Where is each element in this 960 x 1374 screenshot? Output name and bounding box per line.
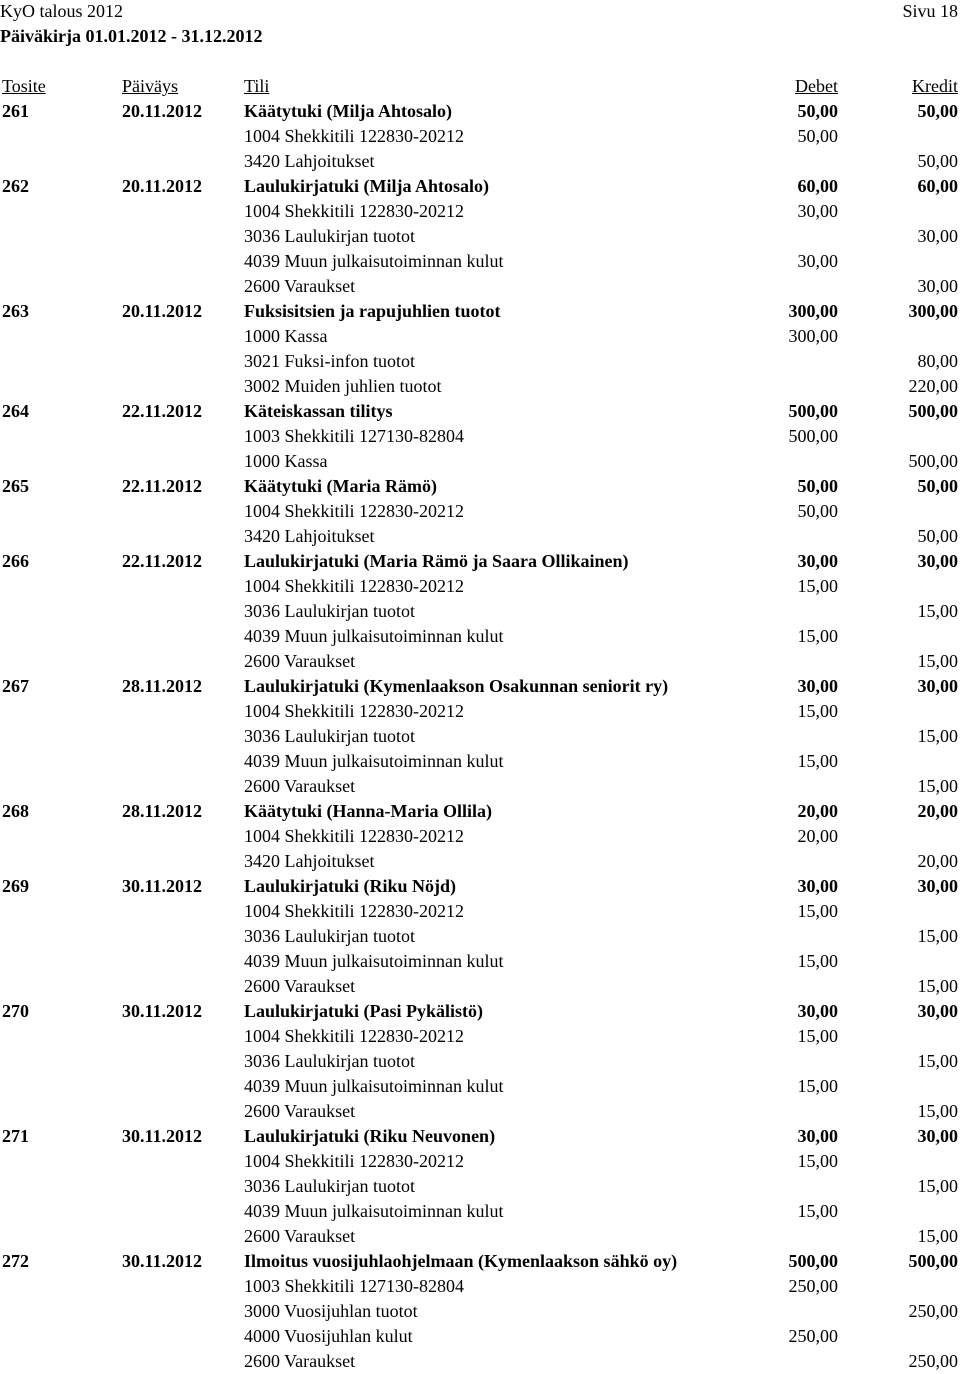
entry-debet-total: 60,00 [797,176,838,196]
account-kredit: 500,00 [908,451,958,471]
journal-entry [0,799,960,874]
entry-description: Laulukirjatuki (Milja Ahtosalo) [244,176,490,196]
entry-description: Käätytuki (Maria Rämö) [244,476,437,496]
entry-kredit-total: 30,00 [917,876,958,896]
account-kredit: 15,00 [917,1176,958,1196]
entry-debet-total: 30,00 [797,876,838,896]
report-header [0,0,960,24]
entry-debet-total: 50,00 [797,101,838,121]
entry-description: Käätytuki (Milja Ahtosalo) [244,101,453,121]
account-line-row [0,524,960,549]
entry-date: 22.11.2012 [122,401,203,421]
account-line-row [0,1349,960,1374]
account-kredit: 15,00 [917,1226,958,1246]
entry-debet-total: 30,00 [797,1001,838,1021]
account-name: 4039 Muun julkaisutoiminnan kulut [244,251,504,271]
account-line-row [0,249,960,274]
account-line-row [0,574,960,599]
account-name: 1003 Shekkitili 127130-82804 [244,1276,464,1296]
account-line-row [0,599,960,624]
journal-entry [0,549,960,674]
entry-date: 30.11.2012 [122,1251,203,1271]
account-kredit: 80,00 [917,351,958,371]
company-title: KyO talous 2012 [0,1,123,21]
entry-kredit-total: 50,00 [917,476,958,496]
account-name: 1000 Kassa [244,326,328,346]
entry-date: 28.11.2012 [122,676,203,696]
entry-date: 22.11.2012 [122,476,203,496]
column-header-paivays: Päiväys [122,76,178,96]
account-line-row [0,949,960,974]
entry-tosite: 261 [2,101,29,121]
column-header-row [0,74,960,99]
journal-entry [0,299,960,399]
account-line-row [0,749,960,774]
account-kredit: 15,00 [917,601,958,621]
entry-kredit-total: 60,00 [917,176,958,196]
account-kredit: 250,00 [908,1351,958,1371]
account-name: 3420 Lahjoitukset [244,526,375,546]
account-name: 3420 Lahjoitukset [244,151,375,171]
account-line-row [0,374,960,399]
account-name: 2600 Varaukset [244,976,356,996]
entry-tosite: 266 [2,551,29,571]
account-debet: 15,00 [797,751,838,771]
account-name: 1004 Shekkitili 122830-20212 [244,501,464,521]
account-name: 1004 Shekkitili 122830-20212 [244,1151,464,1171]
account-name: 3036 Laulukirjan tuotot [244,601,415,621]
entry-debet-total: 30,00 [797,676,838,696]
entry-tosite: 264 [2,401,29,421]
entry-kredit-total: 30,00 [917,676,958,696]
entry-debet-total: 500,00 [788,1251,838,1271]
account-name: 2600 Varaukset [244,1351,356,1371]
entry-debet-total: 30,00 [797,1126,838,1146]
account-debet: 15,00 [797,951,838,971]
account-name: 1004 Shekkitili 122830-20212 [244,201,464,221]
account-line-row [0,649,960,674]
account-line-row [0,149,960,174]
entry-description: Laulukirjatuki (Maria Rämö ja Saara Ollikainen) [244,551,629,571]
entry-description: Laulukirjatuki (Riku Neuvonen) [244,1126,496,1146]
account-debet: 15,00 [797,701,838,721]
account-debet: 15,00 [797,1201,838,1221]
account-line-row [0,974,960,999]
account-debet: 300,00 [788,326,838,346]
account-name: 3036 Laulukirjan tuotot [244,726,415,746]
account-line-row [0,1199,960,1224]
entry-debet-total: 300,00 [788,301,838,321]
entry-summary-row [0,799,960,824]
account-debet: 15,00 [797,1076,838,1096]
account-line-row [0,899,960,924]
entry-tosite: 272 [2,1251,29,1271]
account-line-row [0,449,960,474]
entry-kredit-total: 500,00 [908,1251,958,1271]
column-header-debet: Debet [795,76,838,96]
account-name: 1004 Shekkitili 122830-20212 [244,126,464,146]
account-line-row [0,349,960,374]
entry-summary-row [0,999,960,1024]
entry-summary-row [0,399,960,424]
account-name: 2600 Varaukset [244,651,356,671]
entry-tosite: 268 [2,801,29,821]
account-line-row [0,499,960,524]
account-name: 4039 Muun julkaisutoiminnan kulut [244,1201,504,1221]
entry-kredit-total: 500,00 [908,401,958,421]
entry-description: Laulukirjatuki (Riku Nöjd) [244,876,457,896]
account-kredit: 15,00 [917,776,958,796]
entry-kredit-total: 30,00 [917,1126,958,1146]
entry-tosite: 270 [2,1001,29,1021]
account-line-row [0,1074,960,1099]
journal-entry [0,874,960,999]
account-debet: 30,00 [797,201,838,221]
account-kredit: 220,00 [908,376,958,396]
account-line-row [0,224,960,249]
account-name: 2600 Varaukset [244,776,356,796]
entry-tosite: 262 [2,176,29,196]
entry-description: Laulukirjatuki (Pasi Pykälistö) [244,1001,484,1021]
account-line-row [0,924,960,949]
account-line-row [0,1099,960,1124]
entry-kredit-total: 30,00 [917,1001,958,1021]
entry-kredit-total: 300,00 [908,301,958,321]
account-name: 1004 Shekkitili 122830-20212 [244,701,464,721]
entry-summary-row [0,874,960,899]
entry-summary-row [0,1124,960,1149]
account-name: 4000 Vuosijuhlan kulut [244,1326,413,1346]
entry-description: Käteiskassan tilitys [244,401,393,421]
account-name: 3036 Laulukirjan tuotot [244,1051,415,1071]
journal-entry [0,674,960,799]
page-number: Sivu 18 [902,1,958,21]
account-line-row [0,199,960,224]
account-line-row [0,1324,960,1349]
account-line-row [0,824,960,849]
entry-tosite: 269 [2,876,29,896]
account-kredit: 15,00 [917,926,958,946]
entry-kredit-total: 50,00 [917,101,958,121]
entry-summary-row [0,549,960,574]
account-debet: 20,00 [797,826,838,846]
account-name: 3021 Fuksi-infon tuotot [244,351,416,371]
column-header-tosite: Tosite [2,76,46,96]
account-debet: 15,00 [797,901,838,921]
journal-ledger [0,99,960,1374]
entry-description: Fuksisitsien ja rapujuhlien tuotot [244,301,501,321]
entry-tosite: 267 [2,676,29,696]
journal-entry [0,999,960,1124]
account-debet: 250,00 [788,1276,838,1296]
account-name: 1004 Shekkitili 122830-20212 [244,826,464,846]
entry-kredit-total: 20,00 [917,801,958,821]
entry-description: Ilmoitus vuosijuhlaohjelmaan (Kymenlaakson sähkö oy) [244,1251,678,1271]
account-name: 3036 Laulukirjan tuotot [244,1176,415,1196]
account-line-row [0,1299,960,1324]
account-debet: 500,00 [788,426,838,446]
account-debet: 50,00 [797,501,838,521]
account-name: 1004 Shekkitili 122830-20212 [244,1026,464,1046]
account-name: 2600 Varaukset [244,1101,356,1121]
entry-tosite: 265 [2,476,29,496]
account-name: 1000 Kassa [244,451,328,471]
account-line-row [0,1024,960,1049]
account-name: 3036 Laulukirjan tuotot [244,926,415,946]
account-kredit: 50,00 [917,151,958,171]
entry-date: 30.11.2012 [122,1001,203,1021]
account-kredit: 15,00 [917,976,958,996]
account-name: 2600 Varaukset [244,1226,356,1246]
account-kredit: 20,00 [917,851,958,871]
account-name: 3000 Vuosijuhlan tuotot [244,1301,418,1321]
account-name: 4039 Muun julkaisutoiminnan kulut [244,951,504,971]
account-line-row [0,124,960,149]
account-name: 1003 Shekkitili 127130-82804 [244,426,464,446]
entry-date: 28.11.2012 [122,801,203,821]
account-debet: 15,00 [797,1026,838,1046]
entry-date: 20.11.2012 [122,101,203,121]
entry-summary-row [0,299,960,324]
entry-debet-total: 50,00 [797,476,838,496]
account-name: 3420 Lahjoitukset [244,851,375,871]
account-line-row [0,274,960,299]
account-line-row [0,624,960,649]
account-line-row [0,1149,960,1174]
account-kredit: 250,00 [908,1301,958,1321]
account-line-row [0,774,960,799]
journal-entry [0,474,960,549]
account-kredit: 15,00 [917,1101,958,1121]
account-name: 4039 Muun julkaisutoiminnan kulut [244,751,504,771]
entry-tosite: 263 [2,301,29,321]
entry-summary-row [0,174,960,199]
account-kredit: 15,00 [917,726,958,746]
account-name: 1004 Shekkitili 122830-20212 [244,901,464,921]
account-kredit: 50,00 [917,526,958,546]
account-kredit: 15,00 [917,1051,958,1071]
journal-entry [0,399,960,474]
journal-title: Päiväkirja 01.01.2012 - 31.12.2012 [0,26,263,46]
account-line-row [0,1224,960,1249]
entry-date: 22.11.2012 [122,551,203,571]
entry-debet-total: 20,00 [797,801,838,821]
account-kredit: 30,00 [917,276,958,296]
entry-date: 30.11.2012 [122,1126,203,1146]
account-name: 2600 Varaukset [244,276,356,296]
account-kredit: 30,00 [917,226,958,246]
account-line-row [0,1174,960,1199]
entry-description: Laulukirjatuki (Kymenlaakson Osakunnan seniorit ry) [244,676,669,696]
entry-description: Käätytuki (Hanna-Maria Ollila) [244,801,493,821]
account-name: 4039 Muun julkaisutoiminnan kulut [244,1076,504,1096]
journal-entry [0,1249,960,1374]
account-debet: 30,00 [797,251,838,271]
entry-summary-row [0,674,960,699]
entry-summary-row [0,474,960,499]
entry-date: 20.11.2012 [122,176,203,196]
column-header-tili: Tili [244,76,270,96]
column-header-kredit: Kredit [912,76,958,96]
entry-tosite: 271 [2,1126,29,1146]
account-name: 3036 Laulukirjan tuotot [244,226,415,246]
entry-summary-row [0,1249,960,1274]
account-kredit: 15,00 [917,651,958,671]
entry-summary-row [0,99,960,124]
entry-debet-total: 30,00 [797,551,838,571]
account-line-row [0,724,960,749]
account-name: 4039 Muun julkaisutoiminnan kulut [244,626,504,646]
account-line-row [0,1049,960,1074]
entry-kredit-total: 30,00 [917,551,958,571]
entry-date: 30.11.2012 [122,876,203,896]
journal-entry [0,99,960,174]
account-debet: 15,00 [797,1151,838,1171]
account-debet: 15,00 [797,626,838,646]
journal-entry [0,1124,960,1249]
journal-entry [0,174,960,299]
entry-debet-total: 500,00 [788,401,838,421]
account-debet: 250,00 [788,1326,838,1346]
account-debet: 50,00 [797,126,838,146]
account-name: 1004 Shekkitili 122830-20212 [244,576,464,596]
account-line-row [0,324,960,349]
account-line-row [0,699,960,724]
account-name: 3002 Muiden juhlien tuotot [244,376,442,396]
account-line-row [0,424,960,449]
account-line-row [0,1274,960,1299]
account-debet: 15,00 [797,576,838,596]
entry-date: 20.11.2012 [122,301,203,321]
account-line-row [0,849,960,874]
